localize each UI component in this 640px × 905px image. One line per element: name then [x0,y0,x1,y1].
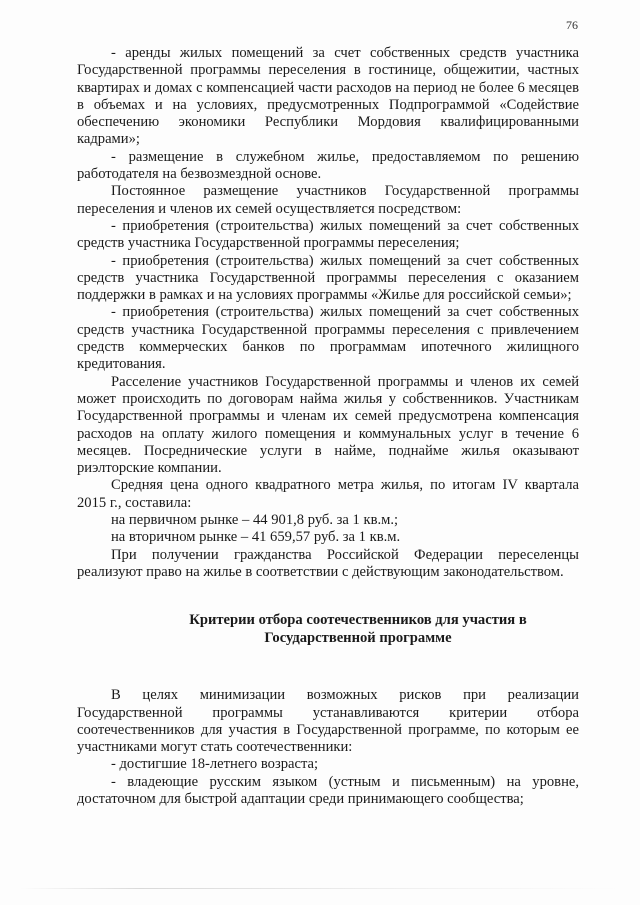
paragraph: - размещение в служебном жилье, предоставляемом по решению работодателя на безвозмездной основе. [77,148,579,183]
price-line: на первичном рынке – 44 901,8 руб. за 1 кв.м.; [111,512,399,529]
spacer [77,581,579,611]
paragraph: При получении гражданства Российской Федерации переселенцы реализуют право на жилье в соответствии с действующим законодательством. [77,546,579,580]
page-number: 76 [566,18,578,32]
scan-artifact [20,888,620,889]
paragraph: В целях минимизации возможных рисков при реализации Государственной программы устанавливаются критерии отбора соотечественников для участия в Государственной программе, по которым ее участниками могут стать соотечественники: [77,687,579,756]
paragraph: Постоянное размещение участников Государственной программы переселения и членов их семей осуществляется посредством: [77,183,579,217]
document-body [77,45,579,808]
section-heading-line: Государственной программе [264,630,452,647]
paragraph: Средняя цена одного квадратного метра жилья, по итогам IV квартала 2015 г., составила: [77,477,579,511]
list-item: - владеющие русским языком (устным и письменным) на уровне, достаточном для быстрой адаптации среди принимающего сообщества; [77,773,579,807]
paragraph: - приобретения (строительства) жилых помещений за счет собственных средств участника Государственной программы переселения с оказанием поддержки в рамках и на условиях программы «Жилье для российской семьи»; [77,252,579,304]
paragraph: - аренды жилых помещений за счет собственных средств участника Государственной программы переселения в гостинице, общежитии, частных квартирах и домах с компенсацией части расходов на период не более 6 месяцев в объемах и на условиях, предусмотренных Подпрограммой «Содействие обеспечению экономики Республики Мордовия квалифицированными кадрами»; [77,45,579,148]
spacer [77,647,579,687]
paragraph: - приобретения (строительства) жилых помещений за счет собственных средств участника Государственной программы переселения с привлечением средств коммерческих банков по программам ипотечного жилищного кредитования. [77,304,579,373]
price-line: на вторичном рынке – 41 659,57 руб. за 1 кв.м. [111,529,401,546]
list-item: - достигшие 18-летнего возраста; [111,756,319,773]
section-heading-line: Критерии отбора соотечественников для участия в [189,612,527,629]
section-heading [77,611,579,647]
paragraph: Расселение участников Государственной программы и членов их семей может происходить по договорам найма жилья у собственников. Участникам Государственной программы и членам их семей предусмотрена компенсация расходов на оплату жилого помещения и коммунальных услуг в течение 6 месяцев. Посреднические услуги в найме, поднайме жилья оказывают риэлторские компании. [77,373,579,477]
paragraph: - приобретения (строительства) жилых помещений за счет собственных средств участника Государственной программы переселения; [77,217,579,252]
